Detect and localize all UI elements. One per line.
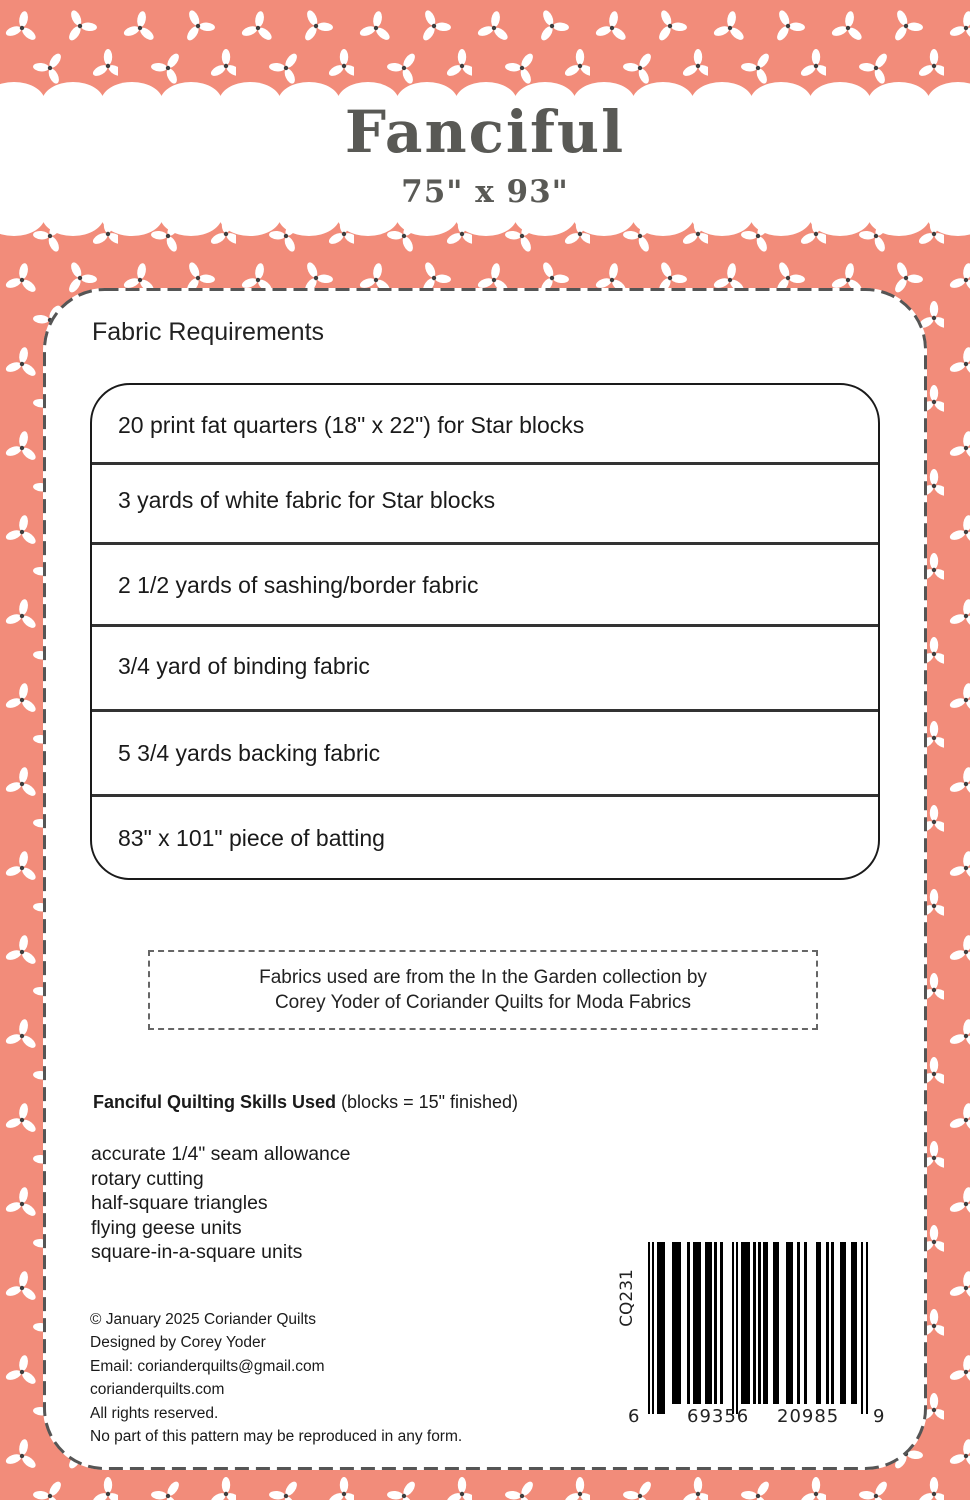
barcode-bar bbox=[736, 1242, 738, 1414]
barcode-bar bbox=[652, 1242, 654, 1414]
barcode-bar bbox=[753, 1242, 756, 1404]
barcode-bar bbox=[786, 1242, 793, 1404]
skill-item: square-in-a-square units bbox=[91, 1241, 303, 1263]
table-row bbox=[92, 465, 878, 545]
table-row bbox=[92, 627, 878, 712]
quilt-size: 75" x 93" bbox=[401, 174, 569, 210]
requirement-text: 83" x 101" piece of batting bbox=[118, 825, 385, 851]
sku-text: CQ231 bbox=[617, 1269, 637, 1327]
copyright-line: © January 2025 Coriander Quilts bbox=[90, 1311, 316, 1328]
requirement-text: 5 3/4 yards backing fabric bbox=[118, 740, 381, 766]
table-row bbox=[92, 797, 878, 880]
pattern-title: Fanciful bbox=[344, 98, 626, 166]
skills-list bbox=[91, 1142, 350, 1265]
website-line: corianderquilts.com bbox=[90, 1381, 225, 1399]
barcode-bar bbox=[773, 1242, 779, 1404]
table-row bbox=[92, 385, 878, 465]
fabric-requirements-table bbox=[90, 383, 880, 880]
note-line-1: Fabrics used are from the In the Garden collection by bbox=[259, 967, 707, 988]
barcode-bar bbox=[758, 1242, 761, 1404]
barcode-bar bbox=[804, 1242, 807, 1404]
fabric-requirements-heading: Fabric Requirements bbox=[92, 318, 325, 346]
barcode-bar bbox=[741, 1242, 750, 1404]
barcode bbox=[615, 1238, 885, 1430]
barcode-bar bbox=[831, 1242, 834, 1404]
barcode-bar bbox=[763, 1242, 768, 1404]
credits bbox=[90, 1308, 462, 1448]
barcode-bar bbox=[851, 1242, 857, 1404]
barcode-digits-left: 69356 bbox=[687, 1406, 750, 1427]
barcode-bar bbox=[672, 1242, 681, 1404]
table-row bbox=[92, 712, 878, 797]
barcode-bar bbox=[687, 1242, 690, 1404]
barcode-icon bbox=[615, 1238, 885, 1430]
barcode-digit-last: 9 bbox=[873, 1406, 886, 1427]
barcode-bar bbox=[693, 1242, 701, 1404]
note-line-2: Corey Yoder of Coriander Quilts for Moda Fabrics bbox=[274, 992, 692, 1013]
barcode-bar bbox=[720, 1242, 723, 1404]
skill-item: half-square triangles bbox=[91, 1192, 268, 1214]
fabric-collection-note bbox=[148, 950, 818, 1030]
requirement-text: 3 yards of white fabric for Star blocks bbox=[118, 487, 496, 513]
barcode-bar bbox=[840, 1242, 846, 1404]
barcode-bar bbox=[797, 1242, 800, 1404]
skill-item: rotary cutting bbox=[91, 1167, 204, 1190]
barcode-bar bbox=[732, 1242, 734, 1414]
designer-line: Designed by Corey Yoder bbox=[90, 1334, 266, 1352]
requirement-text: 3/4 yard of binding fabric bbox=[118, 653, 370, 679]
table-row bbox=[92, 545, 878, 627]
barcode-bar bbox=[714, 1242, 717, 1404]
barcode-bar bbox=[866, 1242, 868, 1414]
barcode-bar bbox=[816, 1242, 821, 1404]
skill-item: flying geese units bbox=[91, 1216, 242, 1239]
barcode-bar bbox=[826, 1242, 829, 1404]
skill-item: accurate 1/4" seam allowance bbox=[91, 1143, 351, 1165]
barcode-digit-first: 6 bbox=[628, 1406, 641, 1427]
barcode-bar bbox=[861, 1242, 863, 1414]
rights-line: All rights reserved. bbox=[90, 1404, 219, 1422]
barcode-bar bbox=[705, 1242, 712, 1404]
email-line: Email: corianderquilts@gmail.com bbox=[90, 1357, 325, 1375]
reproduction-line: No part of this pattern may be reproduced in any form. bbox=[90, 1428, 463, 1446]
skills-heading-bold: Fanciful Quilting Skills Used bbox=[93, 1092, 337, 1112]
skills-heading-note: (blocks = 15" finished) bbox=[336, 1092, 519, 1112]
barcode-bar bbox=[657, 1242, 665, 1414]
barcode-digits-right: 20985 bbox=[777, 1406, 840, 1427]
skills-heading bbox=[93, 1092, 518, 1113]
requirement-text: 20 print fat quarters (18" x 22") for Star blocks bbox=[118, 412, 585, 438]
barcode-bar bbox=[648, 1242, 650, 1414]
requirement-text: 2 1/2 yards of sashing/border fabric bbox=[118, 572, 479, 598]
